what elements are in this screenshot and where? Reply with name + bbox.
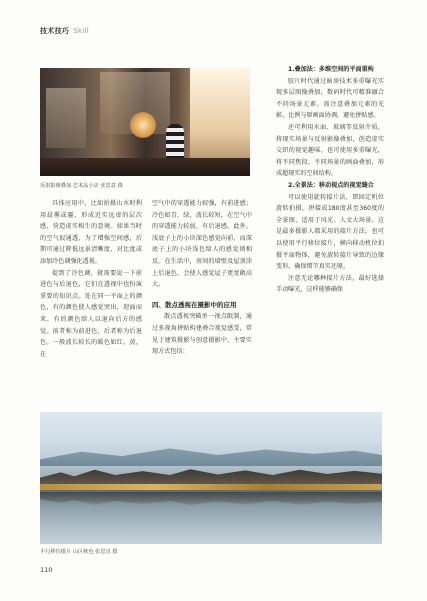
paragraph: 还可利用水面、玻璃等反射介质，将现实场景与反射影像叠加，创造虚实交织的视觉趣味。也可使用多重曝光，将不同焦段、不同场景的画面叠加，形成超现实的空间结构。 (276, 123, 384, 178)
photo-autumn-mountain-lake (40, 412, 382, 544)
photo-table-edge (40, 158, 250, 176)
photo-mountain-range (40, 444, 382, 466)
paragraph: 胶片时代通过暗房技术多重曝光实现多层图像叠加，数码时代可精准融合不同场景元素。需注意叠加元素的光影、比例与原画面协调，避免拼贴感。 (276, 77, 384, 120)
paragraph: 散点透视突破单一视点限制，通过多视角拼贴构建叠合视觉感受，常见于建筑摄影与创意摄影中，主要实现方式包括： (152, 313, 252, 356)
text-column-left (40, 198, 142, 360)
photo-caption-top: 反射影像叠加 艺术品小店 张思意 摄 (40, 183, 123, 189)
paragraph: 提到了冷色调，就需要说一下前进色与后退色，它们在透视中也扮演重要的知识点。处在同一平面上的颜色，有的颜色使人感觉突出，迎面而来，有的颜色给人以退向后方的感觉。前者称为前进色，后者称为后退色。一般波长较长的暖色如红、黄，在 (40, 269, 142, 358)
subheading-panorama-method: 2.全景法：移动视点的视觉缝合 (288, 181, 374, 189)
subheading-overlay-method: 1.叠加法：多维空间的平面重构 (288, 66, 374, 73)
section-title-en: Skill (73, 27, 90, 35)
text-column-right (276, 64, 384, 296)
page-number: 110 (40, 566, 53, 574)
paragraph: 可以使用旋转接片法，即固定机位旋转拍摄，拼接成180度甚至360度的全景图，适用于风光、人文大场景。这是最多摄影人都采用的接片方法。也可以使用平行移位接片，横向移动机位拍摄平面物体，避免旋转接片导致的边缘变形，确保细节真实还原。 (276, 193, 384, 271)
photo-shelf-detail (46, 88, 86, 148)
photo-caption-bottom: 平行移位摄片 山区秋色 张思宜 摄 (40, 549, 118, 555)
paragraph: 注意无论哪种接片方法，最好选择手动曝光，这样能够确保 (276, 274, 384, 294)
photo-art-shop-reflection (40, 68, 250, 176)
paragraph: 具体应用中，比如拍摄山水时利用晨雾或霾，形成近实远虚的层次感，营造虚实相生的意境。如果当时的空气很通透，为了增强空间感，后期可通过降低远景清晰度、对比度或添加冷色调强化透视。 (40, 200, 142, 265)
section-title: 技术技巧 (40, 27, 70, 35)
page-header (40, 26, 89, 36)
paragraph: 空气中的穿透能力较强，有前进感；冷色如青、绿，波长较短，在空气中的穿透能力较弱，有后退感。此外，浅底子上的小块深色感觉向前，而深底子上的小块浅色给人的感觉则相反。在生活中，房间的墙壁及屋顶涂上后退色，会使人感觉屋子更宽敞高大。 (152, 200, 252, 289)
text-column-middle (152, 198, 252, 358)
photo-lamp-glow (130, 112, 156, 138)
section-heading: 四、散点透视在摄影中的应用 (152, 300, 237, 309)
